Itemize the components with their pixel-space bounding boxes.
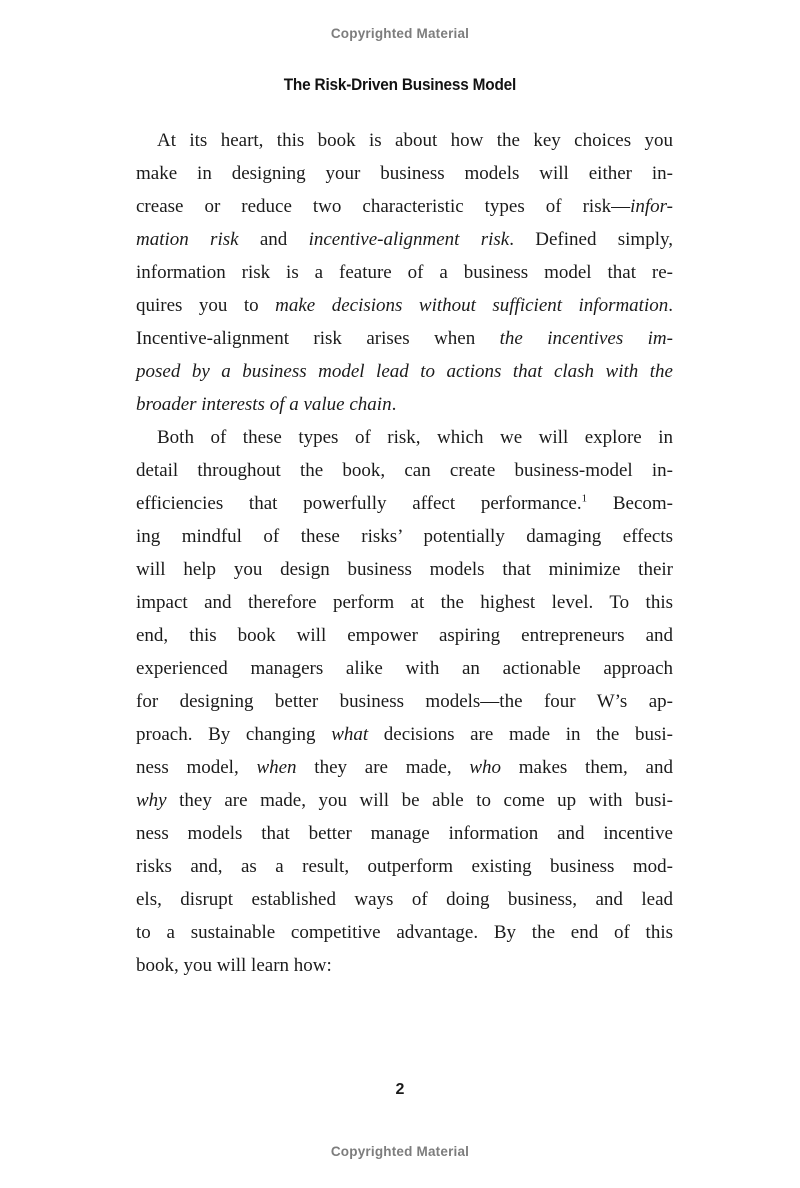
running-title — [0, 75, 800, 95]
body-text-line — [136, 223, 673, 256]
body-text-line — [136, 619, 673, 652]
body-text-line — [136, 157, 673, 190]
body-text-line — [136, 421, 673, 454]
text-segment: they are made, you will be able to come up with busi- — [166, 790, 673, 811]
body-text-line — [136, 124, 673, 157]
text-segment: crease or reduce two characteristic types of risk— — [136, 196, 631, 217]
text-segment: Both of these types of risk, which we will explore in — [157, 427, 673, 448]
text-segment: ness model, — [136, 757, 257, 778]
text-segment: quires you to — [136, 295, 276, 316]
text-segment: detail throughout the book, can create business-model in- — [136, 460, 673, 481]
body-text-line — [136, 784, 673, 817]
text-segment: posed by a business model lead to actions that clash with the — [136, 361, 673, 382]
text-segment: to a sustainable competitive advantage. By the end of this — [136, 922, 673, 943]
text-segment: why — [136, 790, 167, 811]
body-text-line — [136, 652, 673, 685]
text-segment: . — [668, 295, 673, 316]
text-segment: and — [238, 229, 309, 250]
body-text-line — [136, 916, 673, 949]
text-segment: risks and, as a result, outperform existing business mod- — [136, 856, 673, 877]
body-text-line — [136, 751, 673, 784]
copyright-notice-bottom: Copyrighted Material — [330, 1144, 470, 1159]
paragraph — [136, 124, 673, 421]
text-segment: At its heart, this book is about how the key choices you — [157, 130, 673, 151]
text-segment: makes them, and — [501, 757, 673, 778]
body-text-line — [136, 388, 673, 421]
text-segment: make decisions without sufficient information — [275, 295, 669, 316]
text-segment: who — [469, 757, 502, 778]
body-text-line — [136, 586, 673, 619]
text-segment: they are made, — [296, 757, 470, 778]
text-segment: broader interests of a value chain — [136, 394, 392, 415]
body-text-line — [136, 355, 673, 388]
paragraph — [136, 421, 673, 982]
text-segment: Becom- — [587, 493, 673, 514]
text-segment: incentive-alignment risk — [308, 229, 510, 250]
body-text-line — [136, 817, 673, 850]
text-segment: for designing better business models—the four W’s ap- — [136, 691, 673, 712]
running-title-text: The Risk-Driven Business Model — [283, 76, 517, 94]
text-segment: will help you design business models that minimize their — [136, 559, 673, 580]
body-text-line — [136, 289, 673, 322]
text-segment: . — [391, 394, 397, 415]
text-segment: what — [331, 724, 369, 745]
body-text-line — [136, 454, 673, 487]
body-text-line — [136, 322, 673, 355]
text-segment: decisions are made in the busi- — [368, 724, 674, 745]
text-segment: proach. By changing — [136, 724, 332, 745]
page-number: 2 — [395, 1081, 405, 1098]
body-text-line — [136, 553, 673, 586]
text-segment: Incentive-alignment risk arises when — [136, 328, 500, 349]
body-text — [136, 124, 673, 982]
body-text-line — [136, 487, 673, 520]
text-segment: els, disrupt established ways of doing business, and lead — [136, 889, 673, 910]
text-segment: ing mindful of these risks’ potentially damaging effects — [136, 526, 673, 547]
text-segment: infor- — [630, 196, 673, 217]
text-segment: . Defined simply, — [509, 229, 673, 250]
body-text-line — [136, 256, 673, 289]
text-segment: book, you will learn how: — [136, 955, 332, 976]
text-segment: make in designing your business models will either in- — [136, 163, 673, 184]
body-text-line — [136, 685, 673, 718]
body-text-line — [136, 850, 673, 883]
text-segment: experienced managers alike with an actionable approach — [136, 658, 673, 679]
body-text-line — [136, 949, 673, 982]
body-text-line — [136, 883, 673, 916]
body-text-line — [136, 190, 673, 223]
copyright-notice-top: Copyrighted Material — [330, 26, 470, 41]
text-segment: end, this book will empower aspiring entrepreneurs and — [136, 625, 673, 646]
text-segment: the incentives im- — [499, 328, 673, 349]
text-segment: efficiencies that powerfully affect performance. — [136, 493, 582, 514]
text-segment: mation risk — [136, 229, 239, 250]
text-segment: when — [256, 757, 297, 778]
footnote-reference: 1 — [581, 492, 588, 505]
text-segment: impact and therefore perform at the highest level. To this — [136, 592, 673, 613]
text-segment: ness models that better manage information and incentive — [136, 823, 673, 844]
body-text-line — [136, 520, 673, 553]
text-segment: information risk is a feature of a business model that re- — [136, 262, 673, 283]
body-text-line — [136, 718, 673, 751]
